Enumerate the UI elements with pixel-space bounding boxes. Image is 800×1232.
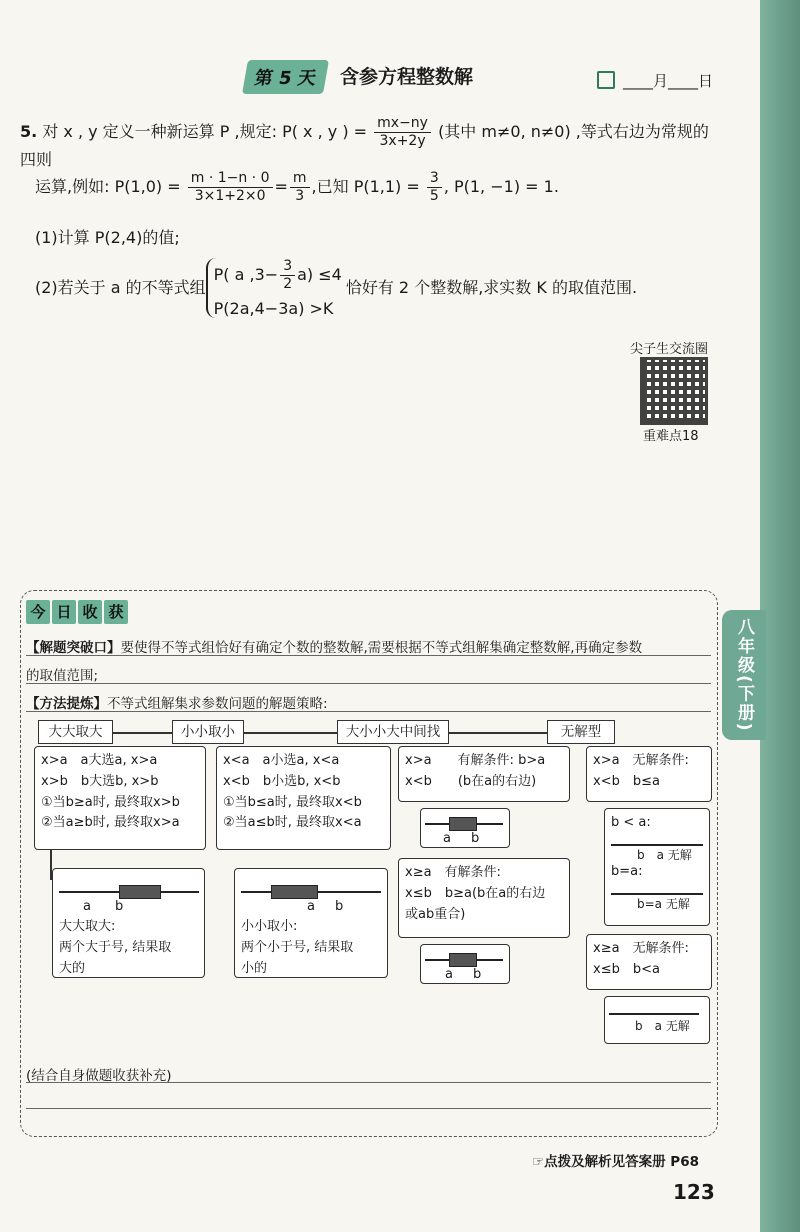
qr-bottom-label: 重难点18 — [643, 429, 699, 444]
header-big-big: 大大取大 — [38, 720, 113, 744]
tip-breakthrough: 【解题突破口】要使得不等式组恰好有确定个数的整数解,需要根据不等式组解集确定整数解,再确定参数 — [26, 640, 643, 656]
page-title: 含参方程整数解 — [340, 66, 474, 88]
box-small-small: x<a a小选a, x<a x<b b小选b, x<b ①当b≤a时, 最终取x<b ②当a≤b时, 最终取x<a — [216, 746, 391, 850]
qr-code-icon[interactable] — [640, 357, 708, 425]
number-line-middle-eq: a b — [420, 944, 510, 984]
note-small-small: a b 小小取小: 两个小于号, 结果取 小的 — [234, 868, 388, 978]
fraction: $\frac{mx-ny}{3x+2y}$ — [374, 115, 431, 150]
date-field: ____月____日 — [597, 70, 713, 91]
box-middle: x>a 有解条件: b>a x<b (b在a的右边) — [398, 746, 570, 802]
number-line-middle: a b — [420, 808, 510, 848]
problem-line-1: 5. 对 x , y 定义一种新运算 P ,规定: P( x , y ) = $\frac{mx-ny}{3x+2y}$ (其中 m≠0, n≠0) ,等式右边为常规的四则 — [20, 115, 709, 169]
tip-breakthrough-cont: 的取值范围; — [26, 668, 99, 684]
day-badge: 第 5 天 — [242, 60, 329, 94]
calendar-icon — [597, 71, 615, 89]
number-line-no-solution-eq: b a 无解 — [604, 996, 710, 1044]
inequality-system: P( a ,3− $\frac{3}{2}$ a) ≤4 P(2a,4−3a) >K — [206, 258, 342, 318]
grade-tab: 八年级(下册) — [722, 610, 766, 740]
box-no-solution: x>a 无解条件: x<b b≤a — [586, 746, 712, 802]
question-1: (1)计算 P(2,4)的值; — [35, 228, 180, 247]
header-no-solution: 无解型 — [547, 720, 615, 744]
box-middle-eq: x≥a 有解条件: x≤b b≥a(b在a的右边 或ab重合) — [398, 858, 570, 938]
header-small-small: 小小取小 — [172, 720, 244, 744]
question-2: (2)若关于 a 的不等式组 P( a ,3− $\frac{3}{2}$ a) ≤4 P(2a,4−3a) >K 恰好有 2 个整数解,求实数 K 的取值范围. — [35, 258, 638, 318]
answer-reference: ☞点拨及解析见答案册 P68 — [532, 1154, 699, 1170]
tip-method: 【方法提炼】不等式组解集求参数问题的解题策略: — [26, 696, 328, 712]
problem-line-2: 运算,例如: P(1,0) = $\frac{m \cdot 1-n \cdot 0}{3\times 1+2\times 0}$ = $\frac{m}{3}$ ,已知 P(1,1) = $\frac{3}{5}$ , P(1, −1) = 1. — [35, 170, 559, 204]
qr-top-label: 尖子生交流圈 — [630, 342, 709, 357]
cases-no-solution: b < a: b a 无解 b=a: b=a 无解 — [604, 808, 710, 926]
number-line: a b — [59, 873, 198, 917]
header-middle: 大小小大中间找 — [337, 720, 449, 744]
box-no-solution-eq: x≥a 无解条件: x≤b b<a — [586, 934, 712, 990]
box-big-big: x>a a大选a, x>a x>b b大选b, x>b ①当b≥a时, 最终取x>b ②当a≥b时, 最终取x>a — [34, 746, 206, 850]
note-big-big: a b 大大取大: 两个大于号, 结果取 大的 — [52, 868, 205, 978]
harvest-tag: 今 日 收 获 — [26, 600, 130, 624]
number-line: a b — [241, 873, 381, 917]
page-number: 123 — [673, 1180, 715, 1204]
page-edge — [760, 0, 800, 1232]
supplement-label: (结合自身做题收获补充) — [26, 1068, 172, 1084]
